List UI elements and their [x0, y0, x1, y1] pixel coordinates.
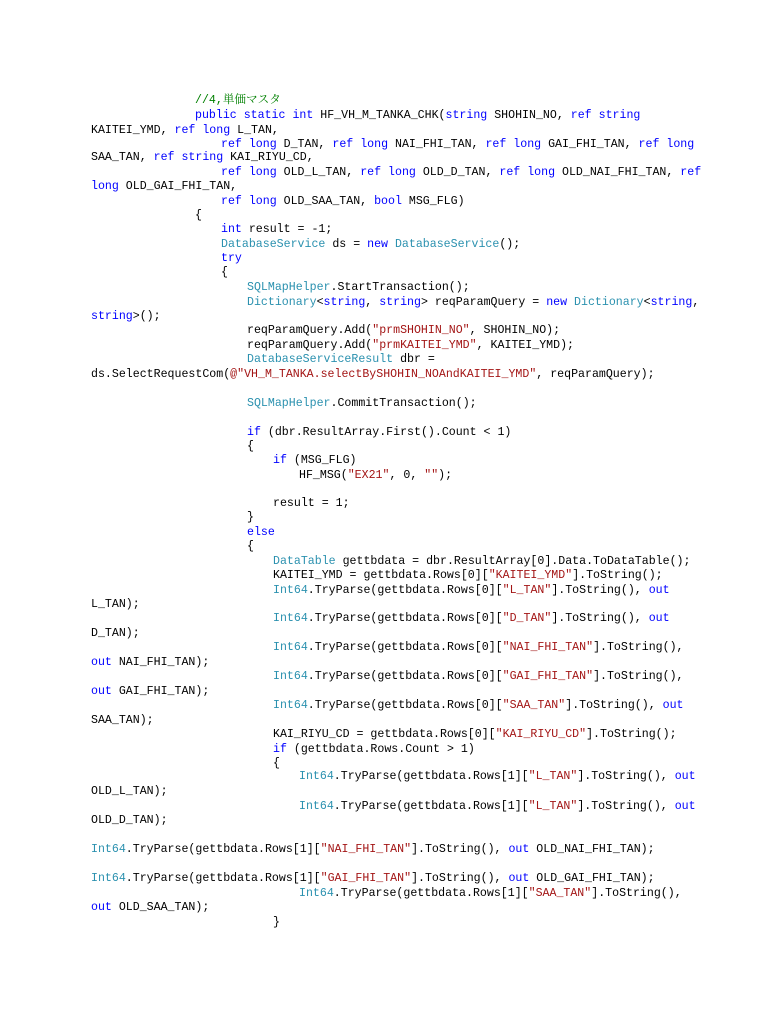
code-token: Dictionary — [574, 296, 644, 309]
code-token: ].ToString(), — [551, 584, 649, 597]
code-line — [273, 670, 684, 684]
code-token: "" — [424, 469, 439, 482]
code-token: ref — [485, 138, 507, 151]
code-token: ); — [438, 469, 453, 482]
code-token: long — [248, 166, 277, 179]
code-token: ].ToString(); — [572, 569, 663, 582]
code-token: string — [445, 109, 488, 122]
code-token: ].ToString(), — [593, 641, 684, 654]
code-token: out — [674, 770, 696, 783]
code-line — [247, 397, 477, 411]
code-token: DatabaseService — [221, 238, 326, 251]
code-token: ].ToString(), — [577, 770, 675, 783]
code-token: DatabaseService — [394, 238, 500, 251]
code-token: long — [388, 166, 416, 179]
code-line — [273, 555, 690, 569]
code-token: L_TAN); — [91, 598, 140, 611]
code-line — [247, 281, 470, 295]
code-token: Int64 — [91, 843, 126, 856]
code-token: else — [247, 526, 275, 539]
code-token: string — [91, 310, 133, 323]
code-line — [273, 497, 350, 511]
code-token: "EX21" — [347, 469, 390, 482]
code-line — [91, 843, 655, 857]
code-token: < — [316, 296, 324, 309]
code-token: ref — [680, 166, 702, 179]
code-token: "GAI_FHI_TAN" — [502, 670, 594, 683]
code-token: new — [367, 238, 388, 251]
code-token: } — [273, 916, 280, 929]
code-token: if — [273, 454, 287, 467]
code-token: ].ToString(); — [586, 728, 677, 741]
code-token: public — [195, 109, 237, 122]
code-line — [91, 656, 209, 670]
code-token: ref — [221, 138, 242, 151]
code-token: try — [221, 252, 242, 265]
code-token: string — [598, 109, 641, 122]
code-line — [273, 728, 677, 742]
code-token: "NAI_FHI_TAN" — [502, 641, 594, 654]
code-token: DatabaseServiceResult — [247, 353, 394, 366]
code-token: "D_TAN" — [502, 612, 552, 625]
code-token: .CommitTransaction(); — [330, 397, 477, 410]
code-token: string — [379, 296, 421, 309]
code-token: ref — [332, 138, 354, 151]
code-token: { — [247, 540, 254, 553]
code-token: (MSG_FLG) — [286, 454, 357, 467]
code-token: long — [666, 138, 695, 151]
code-line — [91, 685, 209, 699]
code-token: ds.SelectRequestCom( — [91, 368, 231, 381]
code-token: OLD_NAI_FHI_TAN); — [529, 843, 655, 856]
code-token: ref — [638, 138, 660, 151]
code-token: Int64 — [299, 887, 334, 900]
code-token — [592, 109, 599, 122]
code-token: "NAI_FHI_TAN" — [320, 843, 412, 856]
code-token: NAI_FHI_TAN); — [111, 656, 210, 669]
code-token: , — [692, 296, 700, 309]
code-line — [91, 785, 168, 799]
code-line — [91, 901, 209, 915]
code-token — [237, 109, 244, 122]
code-line — [221, 252, 242, 266]
code-token: D_TAN); — [91, 627, 140, 640]
code-token: .TryParse(gettbdata.Rows[1][ — [125, 872, 321, 885]
code-token: Int64 — [273, 641, 308, 654]
code-token: long — [248, 195, 277, 208]
code-token: static — [243, 109, 286, 122]
code-token: OLD_NAI_FHI_TAN, — [555, 166, 681, 179]
code-token: long — [360, 138, 389, 151]
code-token: ds = — [325, 238, 368, 251]
code-token — [567, 296, 574, 309]
code-token: { — [221, 266, 228, 279]
code-token: L_TAN, — [230, 124, 279, 137]
code-token: "prmSHOHIN_NO" — [372, 324, 470, 337]
code-token: long — [91, 180, 119, 193]
code-token: MSG_FLG) — [401, 195, 465, 208]
code-token: ref — [570, 109, 592, 122]
code-line — [273, 699, 684, 713]
code-line — [273, 641, 684, 655]
code-token: ref — [221, 166, 242, 179]
code-line — [91, 598, 140, 612]
code-token — [242, 138, 249, 151]
code-token: out — [674, 800, 696, 813]
code-token: , reqParamQuery); — [536, 368, 655, 381]
code-token: .TryParse(gettbdata.Rows[1][ — [333, 800, 529, 813]
code-token: ref — [360, 166, 382, 179]
code-token: long — [527, 166, 556, 179]
code-token: SAA_TAN, — [91, 151, 154, 164]
code-token: Int64 — [273, 670, 308, 683]
code-token: ref — [499, 166, 521, 179]
code-line — [299, 887, 682, 901]
code-token: , 0, — [389, 469, 425, 482]
code-token: OLD_L_TAN); — [91, 785, 168, 798]
code-token: ].ToString(), — [411, 843, 509, 856]
code-token: SHOHIN_NO, — [487, 109, 571, 122]
code-token: long — [248, 138, 277, 151]
code-token: Int64 — [299, 770, 334, 783]
code-token: out — [91, 901, 112, 914]
code-token: Dictionary — [247, 296, 317, 309]
code-token: result = -1; — [241, 223, 333, 236]
code-token: "SAA_TAN" — [502, 699, 566, 712]
code-token: ].ToString(), — [577, 800, 675, 813]
code-line — [91, 714, 154, 728]
code-line — [195, 94, 281, 108]
code-line — [299, 770, 696, 784]
code-token: ].ToString(), — [565, 699, 663, 712]
code-token: SQLMapHelper — [247, 281, 331, 294]
code-token: ].ToString(), — [551, 612, 649, 625]
code-token: GAI_FHI_TAN); — [111, 685, 210, 698]
code-token: out — [91, 685, 112, 698]
code-token: "SAA_TAN" — [528, 887, 592, 900]
code-line — [273, 757, 280, 771]
code-line — [247, 339, 574, 353]
code-line — [273, 612, 670, 626]
code-line — [273, 916, 280, 930]
code-token: .TryParse(gettbdata.Rows[0][ — [307, 612, 503, 625]
code-token: , — [365, 296, 380, 309]
code-line — [247, 511, 254, 525]
code-token: OLD_GAI_FHI_TAN); — [529, 872, 655, 885]
code-token: @"VH_M_TANKA.selectBySHOHIN_NOAndKAITEI_YMD" — [230, 368, 537, 381]
code-token — [242, 195, 249, 208]
code-token: out — [91, 656, 112, 669]
code-token: string — [650, 296, 693, 309]
code-token: string — [181, 151, 224, 164]
code-line — [221, 195, 465, 209]
code-token: ref — [153, 151, 175, 164]
code-line — [299, 800, 696, 814]
code-token: dbr = — [393, 353, 435, 366]
code-token: out — [662, 699, 684, 712]
code-token: { — [195, 209, 202, 222]
code-token: reqParamQuery.Add( — [247, 324, 373, 337]
code-token: Int64 — [273, 612, 308, 625]
code-token: int — [221, 223, 242, 236]
code-line — [195, 209, 202, 223]
code-line — [299, 469, 452, 483]
code-line — [91, 368, 655, 382]
code-token — [381, 166, 388, 179]
code-token: out — [508, 872, 530, 885]
code-token: gettbdata = dbr.ResultArray[0].Data.ToDataTable(); — [335, 555, 691, 568]
code-token: "KAI_RIYU_CD" — [495, 728, 587, 741]
code-token: , SHOHIN_NO); — [469, 324, 561, 337]
code-token: (gettbdata.Rows.Count > 1) — [286, 743, 475, 756]
code-token: "L_TAN" — [528, 770, 578, 783]
code-line — [195, 109, 640, 123]
code-token: ref — [174, 124, 196, 137]
code-token: .TryParse(gettbdata.Rows[0][ — [307, 641, 503, 654]
code-token: result = 1; — [273, 497, 350, 510]
code-token: KAITEI_YMD = gettbdata.Rows[0][ — [273, 569, 489, 582]
code-token: .TryParse(gettbdata.Rows[0][ — [307, 670, 503, 683]
code-token: Int64 — [91, 872, 126, 885]
code-line — [273, 454, 357, 468]
code-token: OLD_SAA_TAN); — [111, 901, 210, 914]
code-token: { — [273, 757, 280, 770]
code-line — [91, 180, 237, 194]
code-token: KAI_RIYU_CD = gettbdata.Rows[0][ — [273, 728, 496, 741]
code-token: //4,単価マスタ — [195, 94, 281, 107]
code-token: out — [648, 612, 670, 625]
code-line — [91, 814, 168, 828]
code-token: int — [292, 109, 314, 122]
code-token: "KAITEI_YMD" — [488, 569, 573, 582]
code-token: >(); — [132, 310, 161, 323]
code-token: reqParamQuery.Add( — [247, 339, 373, 352]
code-token: KAI_RIYU_CD, — [223, 151, 314, 164]
code-token — [388, 238, 395, 251]
code-token: OLD_SAA_TAN, — [276, 195, 375, 208]
code-token: DataTable — [273, 555, 336, 568]
code-line — [273, 569, 663, 583]
code-token: .TryParse(gettbdata.Rows[0][ — [307, 584, 503, 597]
code-token: KAITEI_YMD, — [91, 124, 175, 137]
code-token: OLD_L_TAN, — [276, 166, 361, 179]
code-token: out — [648, 584, 670, 597]
code-token: ].ToString(), — [593, 670, 684, 683]
code-token: (dbr.ResultArray.First().Count < 1) — [260, 426, 512, 439]
code-line — [221, 223, 332, 237]
code-line — [247, 526, 275, 540]
code-line — [273, 584, 670, 598]
code-line — [221, 266, 228, 280]
code-token: .TryParse(gettbdata.Rows[1][ — [333, 770, 529, 783]
code-token: if — [273, 743, 287, 756]
code-token: SQLMapHelper — [247, 397, 331, 410]
code-line — [221, 138, 694, 152]
code-line — [247, 440, 254, 454]
code-token: OLD_D_TAN); — [91, 814, 168, 827]
code-token: "GAI_FHI_TAN" — [320, 872, 412, 885]
code-token: new — [546, 296, 568, 309]
code-token: "L_TAN" — [502, 584, 552, 597]
code-token: HF_VH_M_TANKA_CHK( — [313, 109, 446, 122]
code-token: out — [508, 843, 530, 856]
code-token: ].ToString(), — [591, 887, 682, 900]
code-token: D_TAN, — [276, 138, 333, 151]
code-token: OLD_GAI_FHI_TAN, — [118, 180, 238, 193]
code-token: Int64 — [273, 584, 308, 597]
code-token: string — [323, 296, 366, 309]
code-line — [91, 872, 655, 886]
code-line — [247, 324, 560, 338]
code-token: (); — [499, 238, 521, 251]
code-line — [247, 426, 511, 440]
code-token: "prmKAITEI_YMD" — [372, 339, 477, 352]
code-token: > reqParamQuery = — [420, 296, 547, 309]
code-token — [242, 166, 249, 179]
code-token: Int64 — [299, 800, 334, 813]
code-line — [91, 310, 161, 324]
code-token: "L_TAN" — [528, 800, 578, 813]
code-token: HF_MSG( — [299, 469, 348, 482]
code-token: if — [247, 426, 261, 439]
code-token: < — [643, 296, 651, 309]
code-token: .StartTransaction(); — [330, 281, 470, 294]
code-line — [247, 353, 435, 367]
code-token: , KAITEI_YMD); — [476, 339, 575, 352]
code-token: ref — [221, 195, 242, 208]
code-token: bool — [374, 195, 402, 208]
code-line — [247, 540, 254, 554]
code-token: long — [513, 138, 542, 151]
code-token: GAI_FHI_TAN, — [541, 138, 639, 151]
code-line — [91, 124, 279, 138]
code-line — [91, 627, 140, 641]
code-token: .TryParse(gettbdata.Rows[0][ — [307, 699, 503, 712]
code-token: Int64 — [273, 699, 308, 712]
code-line — [91, 151, 314, 165]
code-line — [247, 296, 699, 310]
code-line — [273, 743, 475, 757]
code-line — [221, 166, 701, 180]
code-token: } — [247, 511, 254, 524]
code-token: long — [202, 124, 231, 137]
code-token: OLD_D_TAN, — [415, 166, 500, 179]
code-line — [221, 238, 520, 252]
code-token: NAI_FHI_TAN, — [388, 138, 486, 151]
code-token: SAA_TAN); — [91, 714, 154, 727]
code-token: { — [247, 440, 254, 453]
code-token: .TryParse(gettbdata.Rows[1][ — [333, 887, 529, 900]
code-token: ].ToString(), — [411, 872, 509, 885]
code-token: .TryParse(gettbdata.Rows[1][ — [125, 843, 321, 856]
